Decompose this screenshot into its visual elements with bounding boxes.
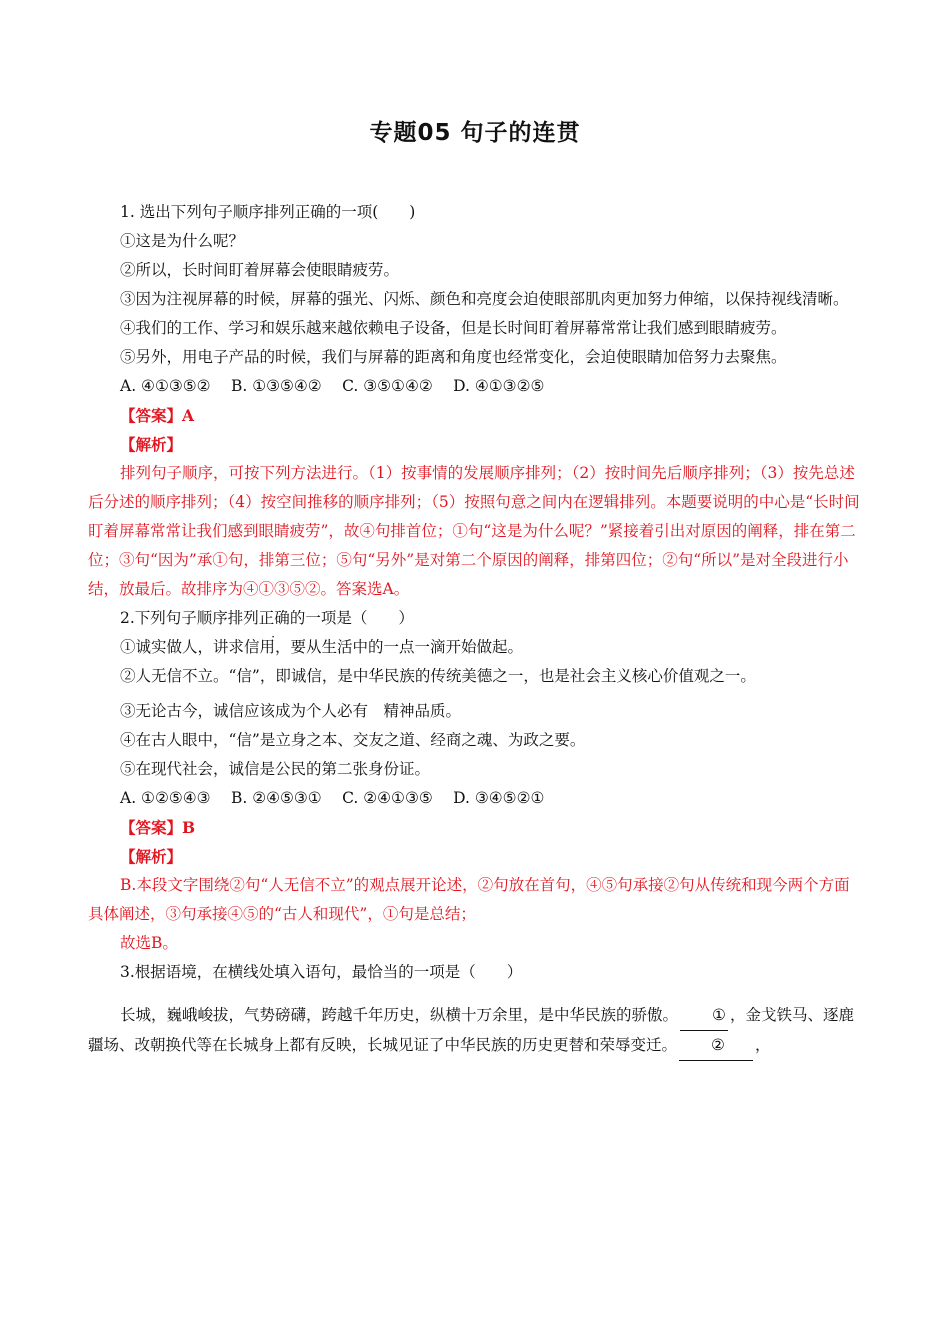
question-1-sentence-4: ④我们的工作、学习和娱乐越来越依赖电子设备，但是长时间盯着屏幕常常让我们感到眼睛疲劳。 <box>120 319 787 337</box>
question-2-sentence-1: ①诚实做人，讲求信用，要从生活中的一点一滴开始做起。 <box>120 638 524 656</box>
passage-text-a: 长城，巍峨峻拔，气势磅礴，跨越千年历史，纵横十万余里，是中华民族的骄傲。 <box>120 1006 679 1024</box>
question-2-stem-c: 的一项是（ ） <box>289 609 414 627</box>
blank-2-mark: ② <box>711 1036 725 1054</box>
question-1-stem: 1. 选出下列句子顺序排列正确的一项( ) <box>120 203 416 221</box>
question-2-stem-a: 2.下列句子顺序排列 <box>120 609 259 627</box>
question-2-sentence-5: ⑤在现代社会，诚信是公民的第二张身份证。 <box>120 760 431 778</box>
blank-2[interactable] <box>679 1031 753 1061</box>
content-body <box>88 198 864 1061</box>
question-1-analysis-heading <box>88 430 864 459</box>
question-1-options: A. ④①③⑤② B. ①③⑤④② C. ③⑤①④② D. ④①③②⑤ <box>120 377 545 395</box>
question-1-sentence-2: ②所以，长时间盯着屏幕会使眼睛疲劳。 <box>120 261 400 279</box>
question-3-stem: 3.根据语境，在横线处填入语句，最恰当的一项是（ ） <box>120 963 523 981</box>
question-3-passage <box>88 1001 864 1061</box>
analysis-label: 【解析】 <box>120 435 183 454</box>
question-1-sentence-1: ①这是为什么呢？ <box>120 232 245 250</box>
blank-1[interactable] <box>680 1001 728 1031</box>
question-1-sentence-5: ⑤另外，用电子产品的时候，我们与屏幕的距离和角度也经常变化，会迫使眼睛加倍努力去聚焦。 <box>120 348 787 366</box>
passage-text-c: ， <box>755 1036 771 1054</box>
question-2-conclusion: 故选B。 <box>120 934 178 952</box>
question-1-answer <box>88 401 864 430</box>
page-title: 专题05 句子的连贯 <box>369 120 581 146</box>
question-1-analysis: 排列句子顺序，可按下列方法进行。（1）按事情的发展顺序排列；（2）按时间先后顺序排列；（3）按先总述后分述的顺序排列；（4）按空间推移的顺序排列；（5）按照句意之间内在逻辑排列。本题要说明的中心是“长时间盯着屏幕常常让我们感到眼睛疲劳”，故④句排首位；①句“这是为什么呢？”紧接着引出对原因的阐释，排在第二位；③句“因为”承①句，排第三位；⑤句“另外”是对第二个原因的阐释，排第四位；②句“所以”是对全段进行小结，放最后。故排序为④①③⑤②。答案选A。 <box>88 464 860 598</box>
question-3 <box>88 958 864 1061</box>
question-1 <box>88 198 864 604</box>
question-2-sentence-2: ②人无信不立。“信”，即诚信，是中华民族的传统美德之一，也是社会主义核心价值观之一。 <box>120 667 756 685</box>
question-2-analysis-heading <box>88 842 864 871</box>
question-1-sentence-3: ③因为注视屏幕的时候，屏幕的强光、闪烁、颜色和亮度会迫使眼部肌肉更加努力伸缩，以保持视线清晰。 <box>120 290 849 308</box>
question-2-stem-emphasis: 正确 <box>258 609 290 627</box>
analysis-label: 【解析】 <box>120 847 183 866</box>
question-2 <box>88 604 864 958</box>
answer-label: 【答案】A <box>120 406 195 425</box>
question-2-sentence-3: ③无论古今，诚信应该成为个人必有 精神品质。 <box>120 702 462 720</box>
question-2-answer <box>88 813 864 842</box>
blank-1-mark: ① <box>712 1006 726 1024</box>
question-2-stem <box>88 604 864 633</box>
question-2-analysis: B.本段文字围绕②句“人无信不立”的观点展开论述，②句放在首句，④⑤句承接②句从传统和现今两个方面具体阐述，③句承接④⑤的“古人和现代”，①句是总结； <box>88 876 850 923</box>
question-2-options: A. ①②⑤④③ B. ②④⑤③① C. ②④①③⑤ D. ③④⑤②① <box>120 789 545 807</box>
passage-text-b: ，金戈铁马、逐鹿疆场、改朝换代等在长城身上都有反映，长城见证了中华民族的历史更替和荣辱变迁。 <box>88 1006 855 1054</box>
answer-label: 【答案】B <box>120 818 196 837</box>
question-2-sentence-4: ④在古人眼中，“信”是立身之本、交友之道、经商之魂、为政之要。 <box>120 731 586 749</box>
